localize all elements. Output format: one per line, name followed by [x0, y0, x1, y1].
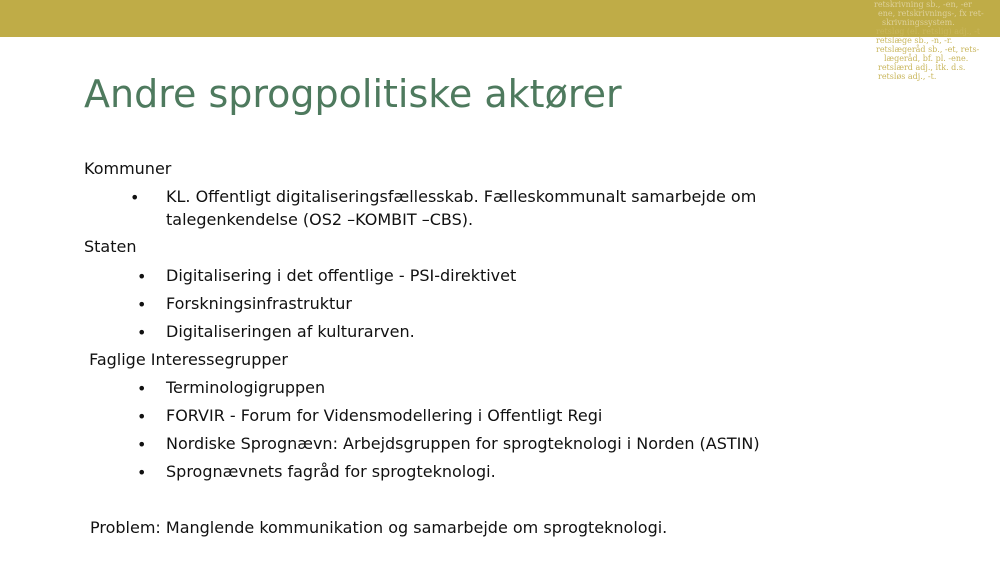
bullet-icon: • — [137, 379, 147, 398]
dict-line: retskrivning sb., -en, -er — [874, 0, 972, 9]
dict-line: skrivningssystem. — [882, 18, 955, 27]
list-item: Forskningsinfrastruktur — [166, 294, 353, 313]
dict-line: retsløs adj., -t. — [878, 72, 937, 81]
bullet-icon: • — [137, 295, 147, 314]
list-item: Digitaliseringen af kulturarven. — [166, 322, 415, 341]
list-item: Sprognævnets fagråd for sprogteknologi. — [166, 462, 496, 481]
bullet-icon: • — [137, 267, 147, 286]
list-item: KL. Offentligt digitaliseringsfællesskab. Fælleskommunalt samarbejde om — [166, 187, 757, 206]
bullet-icon: • — [137, 323, 147, 342]
list-item: Digitalisering i det offentlige - PSI-direktivet — [166, 266, 517, 285]
list-item: FORVIR - Forum for Vidensmodellering i Offentligt Regi — [166, 406, 603, 425]
bullet-icon: • — [137, 407, 147, 426]
slide-title: Andre sprogpolitiske aktører — [84, 72, 622, 116]
section-heading-faglige: Faglige Interessegrupper — [84, 350, 288, 369]
dict-line: retslærd adj., itk. d.s. — [878, 63, 966, 72]
dict-line: retslægeråd sb., -et, rets- — [876, 45, 980, 54]
problem-statement: Problem: Manglende kommunikation og samarbejde om sprogteknologi. — [90, 518, 668, 537]
dict-line: ene, retskrivnings-, fx ret- — [878, 9, 984, 18]
dict-line: lægeråd, bf. pl. -ene. — [884, 54, 969, 63]
section-heading-kommuner: Kommuner — [84, 159, 172, 178]
bullet-icon: • — [137, 463, 147, 482]
list-item: Terminologigruppen — [166, 378, 326, 397]
dict-line: retsløg (el. retslig) adj., -t — [876, 27, 981, 36]
bullet-icon: • — [137, 435, 147, 454]
dict-line: retslæge sb., -n, -r. — [876, 36, 953, 45]
list-item: talegenkendelse (OS2 –KOMBIT –CBS). — [166, 210, 474, 229]
list-item: Nordiske Sprognævn: Arbejdsgruppen for sprogteknologi i Norden (ASTIN) — [166, 434, 760, 453]
bullet-icon: • — [130, 188, 140, 207]
section-heading-staten: Staten — [84, 237, 137, 256]
